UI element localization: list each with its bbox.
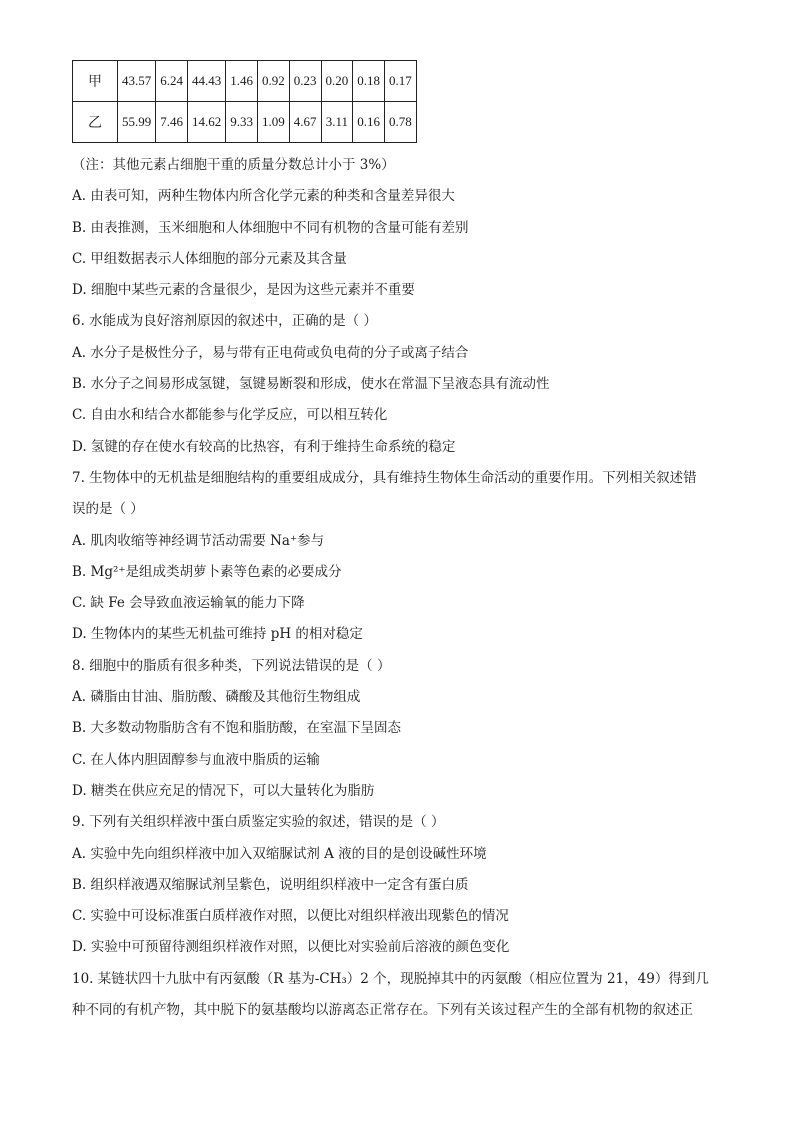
table-cell: 1.46 <box>226 61 258 102</box>
row-label: 乙 <box>73 102 118 143</box>
table-cell: 44.43 <box>188 61 226 102</box>
question-text <box>72 150 732 1026</box>
text-line: D. 糖类在供应充足的情况下，可以大量转化为脂肪 <box>72 782 375 799</box>
text-line: D. 生物体内的某些无机盐可维持 pH 的相对稳定 <box>72 626 363 643</box>
text-line: 8. 细胞中的脂质有很多种类，下列说法错误的是（ ） <box>72 657 391 674</box>
text-line: A. 由表可知，两种生物体内所含化学元素的种类和含量差异很大 <box>72 188 455 205</box>
table-cell: 9.33 <box>226 102 258 143</box>
text-line: C. 缺 Fe 会导致血液运输氧的能力下降 <box>72 595 305 612</box>
text-line: D. 氢键的存在使水有较高的比热容，有利于维持生命系统的稳定 <box>72 438 456 455</box>
table-row <box>73 61 417 102</box>
text-line: 误的是（ ） <box>72 501 144 518</box>
text-line: B. 由表推测，玉米细胞和人体细胞中不同有机物的含量可能有差别 <box>72 219 469 236</box>
text-line: A. 磷脂由甘油、脂肪酸、磷酸及其他衍生物组成 <box>72 689 361 706</box>
table-cell: 14.62 <box>188 102 226 143</box>
table-cell: 3.11 <box>321 102 353 143</box>
text-line: A. 肌肉收缩等神经调节活动需要 Na⁺参与 <box>72 532 325 549</box>
table-cell: 0.23 <box>289 61 321 102</box>
text-line: C. 实验中可设标准蛋白质样液作对照，以便比对组织样液出现紫色的情况 <box>72 908 509 925</box>
text-line: B. 水分子之间易形成氢键，氢键易断裂和形成，使水在常温下呈液态具有流动性 <box>72 376 550 393</box>
table-cell: 6.24 <box>156 61 188 102</box>
text-line: D. 实验中可预留待测组织样液作对照，以便比对实验前后溶液的颜色变化 <box>72 939 510 956</box>
text-line: 7. 生物体中的无机盐是细胞结构的重要组成成分，具有维持生物体生命活动的重要作用。下列相关叙述错 <box>72 469 697 486</box>
table-row <box>73 102 417 143</box>
text-line: 9. 下列有关组织样液中蛋白质鉴定实验的叙述，错误的是（ ） <box>72 814 445 831</box>
table-cell: 43.57 <box>118 61 156 102</box>
text-line: B. Mg²⁺是组成类胡萝卜素等色素的必要成分 <box>72 563 342 580</box>
table-cell: 0.92 <box>258 61 290 102</box>
table-cell: 4.67 <box>289 102 321 143</box>
table-cell: 0.17 <box>385 61 417 102</box>
text-line: D. 细胞中某些元素的含量很少，是因为这些元素并不重要 <box>72 282 415 299</box>
table-cell: 0.18 <box>353 61 385 102</box>
text-line: C. 甲组数据表示人体细胞的部分元素及其含量 <box>72 250 347 267</box>
table-cell: 7.46 <box>156 102 188 143</box>
table-cell: 0.16 <box>353 102 385 143</box>
table-cell: 0.78 <box>385 102 417 143</box>
row-label: 甲 <box>73 61 118 102</box>
table-cell: 1.09 <box>258 102 290 143</box>
table-cell: 0.20 <box>321 61 353 102</box>
table-cell: 55.99 <box>118 102 156 143</box>
text-line: A. 水分子是极性分子，易与带有正电荷或负电荷的分子或离子结合 <box>72 344 469 361</box>
text-line: C. 在人体内胆固醇参与血液中脂质的运输 <box>72 751 320 768</box>
text-line: 10. 某链状四十九肽中有丙氨酸（R 基为-CH₃）2 个，现脱掉其中的丙氨酸（相应位置为 21，49）得到几 <box>72 970 709 987</box>
text-line: C. 自由水和结合水都能参与化学反应，可以相互转化 <box>72 407 388 424</box>
text-line: 种不同的有机产物，其中脱下的氨基酸均以游离态正常存在。下列有关该过程产生的全部有机物的叙述正 <box>72 1002 693 1019</box>
text-line: A. 实验中先向组织样液中加入双缩脲试剂 A 液的目的是创设碱性环境 <box>72 845 487 862</box>
element-content-table <box>72 60 417 143</box>
text-line: B. 大多数动物脂肪含有不饱和脂肪酸，在室温下呈固态 <box>72 720 402 737</box>
text-line: B. 组织样液遇双缩脲试剂呈紫色，说明组织样液中一定含有蛋白质 <box>72 876 469 893</box>
text-line: 6. 水能成为良好溶剂原因的叙述中，正确的是（ ） <box>72 313 377 330</box>
text-line: （注：其他元素占细胞干重的质量分数总计小于 3%） <box>72 157 395 173</box>
